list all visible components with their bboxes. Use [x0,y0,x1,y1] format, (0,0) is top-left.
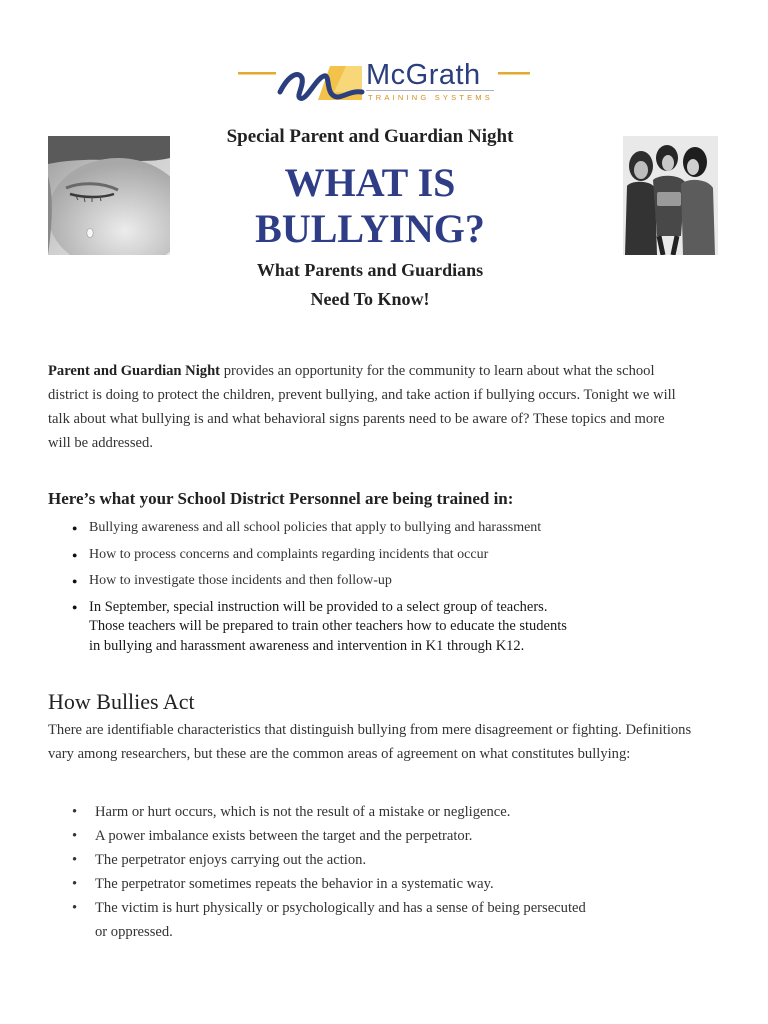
bullies-item-line: or oppressed. [95,924,173,940]
training-item: ● How to investigate those incidents and then follow-up [72,571,692,598]
group-photo [623,136,718,255]
training-item-line: in bullying and harassment awareness and intervention in K1 through K12. [89,637,525,654]
title-line-1: WHAT IS [284,160,456,205]
intro-paragraph [48,359,688,455]
intro-lead: Parent and Guardian Night [48,363,221,379]
mcgrath-logo [238,59,530,108]
bullies-heading: How Bullies Act [48,689,195,714]
bullies-item [72,896,692,944]
bullies-item: • The perpetrator enjoys carrying out the action. [72,848,692,872]
title-line-2: BULLYING? [255,206,485,251]
training-heading: Here’s what your School District Personnel are being trained in: [48,489,514,508]
bullies-item: • Harm or hurt occurs, which is not the result of a mistake or negligence. [72,800,692,824]
training-item [72,598,692,657]
logo-name: McGrath [366,59,481,91]
logo-subtitle: TRAINING SYSTEMS [368,93,493,102]
subtitle-line-2: Need To Know! [310,289,430,309]
intro-text: provides an opportunity for the community to learn about what the school district is doing to protect the children, prevent bullying, and take action if bullying occurs. Tonight we will talk about what bullying is and what behavioral signs parents need to be aware of? These topics and more will be addressed. [48,363,676,451]
page-title [220,160,520,252]
page-subtitle [200,256,540,314]
training-item: ● How to process concerns and complaints regarding incidents that occur [72,545,692,572]
training-list [72,518,692,656]
training-item-line: ● In September, special instruction will be provided to a select group of teachers. [89,598,548,615]
training-item-line: Those teachers will be prepared to train other teachers how to educate the students [89,618,567,634]
bullies-item: • A power imbalance exists between the target and the perpetrator. [72,824,692,848]
training-item: ● Bullying awareness and all school policies that apply to bullying and harassment [72,518,692,545]
bullies-list [72,800,692,944]
crying-child-photo [48,136,170,255]
bullies-item-line: • The victim is hurt physically or psychologically and has a sense of being persecuted [95,900,586,916]
event-kicker: Special Parent and Guardian Night [226,126,514,147]
bullies-item: • The perpetrator sometimes repeats the behavior in a systematic way. [72,872,692,896]
bullies-intro: There are identifiable characteristics that distinguish bullying from mere disagreement or fighting. Definitions vary among researchers, but these are the common areas of agreement on what constitutes bullying: [48,722,692,762]
subtitle-line-1: What Parents and Guardians [256,260,484,280]
